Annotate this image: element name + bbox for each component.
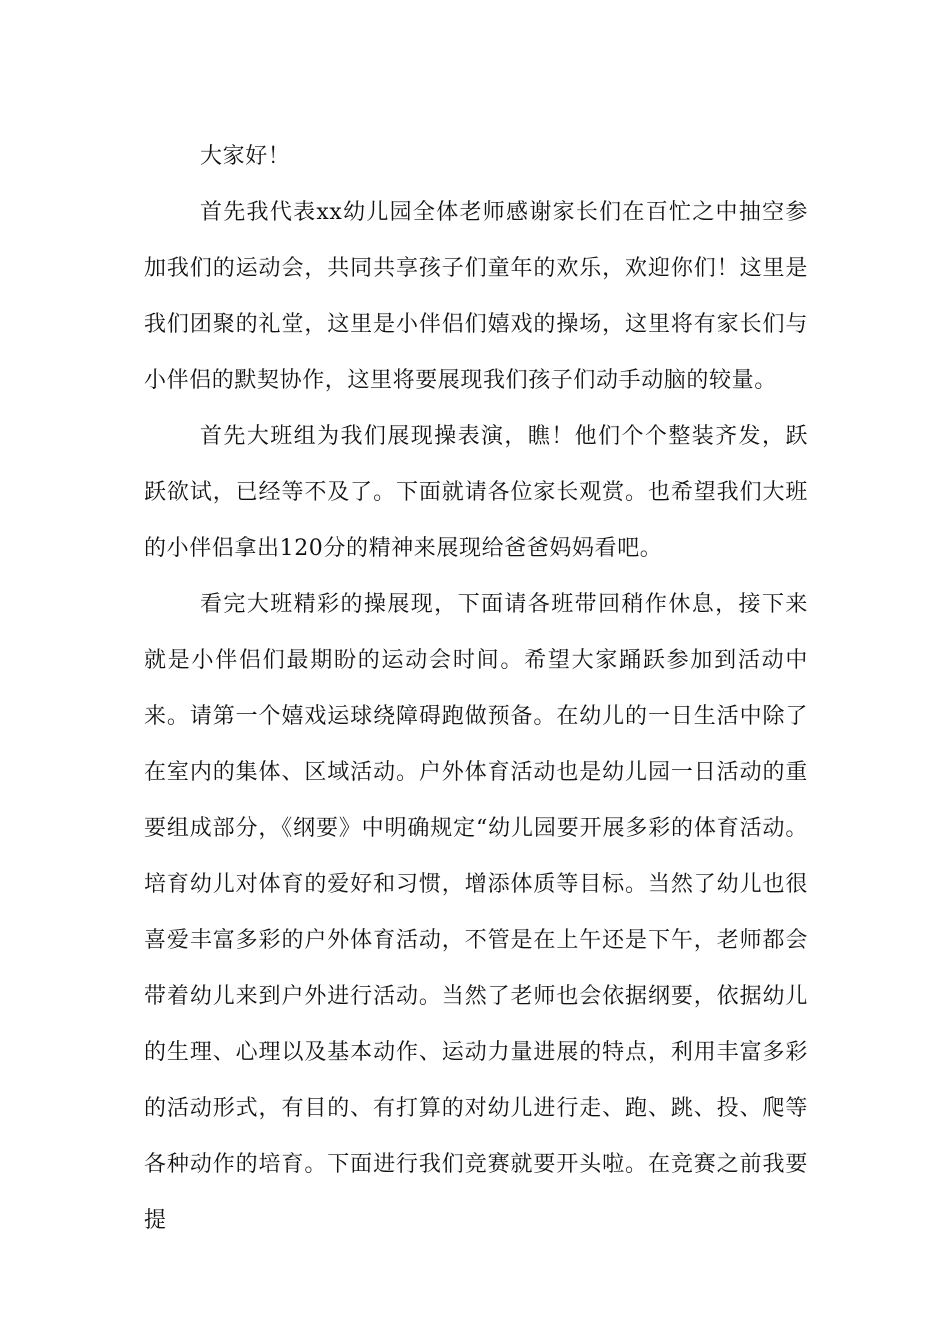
greeting-paragraph: 大家好！ [200,144,291,169]
document-body [144,129,808,1249]
welcome-paragraph: 首先我代表xx幼儿园全体老师感谢家长们在百忙之中抽空参加我们的运动会，共同共享孩子们童年的欢乐，欢迎你们！这里是我们团聚的礼堂，这里是小伴侣们嬉戏的操场，这里将有家长们与小伴侣的默契协作，这里将要展现我们孩子们动手动脑的较量。 [144,200,808,393]
performance-paragraph: 首先大班组为我们展现操表演，瞧！他们个个整装齐发，跃跃欲试，已经等不及了。下面就请各位家长观赏。也希望我们大班的小伴侣拿出120分的精神来展现给爸爸妈妈看吧。 [144,424,808,561]
sports-meet-paragraph: 看完大班精彩的操展现，下面请各班带回稍作休息，接下来就是小伴侣们最期盼的运动会时间。希望大家踊跃参加到活动中来。请第一个嬉戏运球绕障碍跑做预备。在幼儿的一日生活中除了在室内的集体、区域活动。户外体育活动也是幼儿园一日活动的重要组成部分，《纲要》中明确规定“幼儿园要开展多彩的体育活动。培育幼儿对体育的爱好和习惯，增添体质等目标。当然了幼儿也很喜爱丰富多彩的户外体育活动，不管是在上午还是下午，老师都会带着幼儿来到户外进行活动。当然了老师也会依据纲要，依据幼儿的生理、心理以及基本动作、运动力量进展的特点，利用丰富多彩的活动形式，有目的、有打算的对幼儿进行走、跑、跳、投、爬等各种动作的培育。下面进行我们竞赛就要开头啦。在竞赛之前我要提 [144,592,808,1233]
